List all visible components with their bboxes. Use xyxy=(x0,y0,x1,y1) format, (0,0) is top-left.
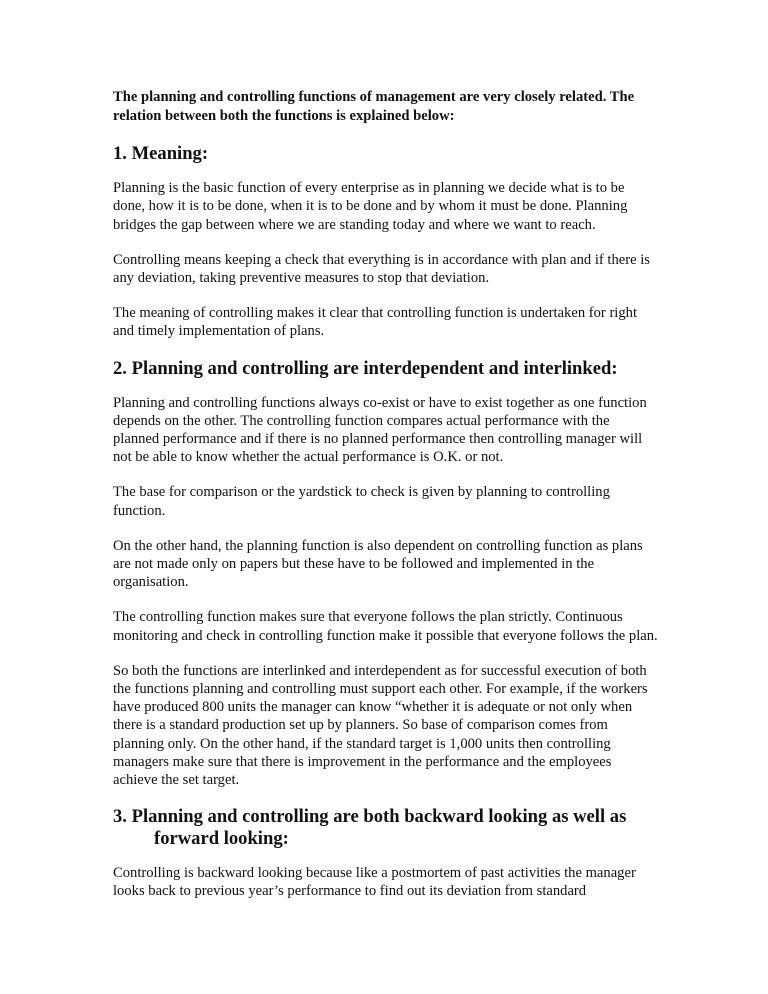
paragraph: The controlling function makes sure that everyone follows the plan strictly. Continuous monitoring and check in controlling function make it possible that everyone follows the plan. xyxy=(113,609,658,644)
paragraph: The meaning of controlling makes it clear that controlling function is undertaken for right and timely implementation of plans. xyxy=(113,305,638,340)
paragraph: Controlling is backward looking because like a postmortem of past activities the manager looks back to previous year’s performance to find out its deviation from standard xyxy=(113,865,636,900)
section-heading-backward-forward: 3. Planning and controlling are both backward looking as well as forward looking: xyxy=(113,806,627,850)
intro-paragraph: The planning and controlling functions of management are very closely related. The relation between both the functions is explained below: xyxy=(113,89,635,124)
section-heading-interdependent: 2. Planning and controlling are interdependent and interlinked: xyxy=(113,357,618,379)
paragraph: The base for comparison or the yardstick to check is given by planning to controlling function. xyxy=(113,484,610,519)
paragraph: Planning is the basic function of every enterprise as in planning we decide what is to be done, how it is to be done, when it is to be done and by whom it must be done. Planning bridges the gap between where we are standing today and where we want to reach. xyxy=(113,180,628,233)
section-heading-meaning: 1. Meaning: xyxy=(113,143,209,165)
document-body xyxy=(113,88,658,901)
paragraph: Planning and controlling functions always co-exist or have to exist together as one function depends on the other. The controlling function compares actual performance with the planned performance and if there is no planned performance then controlling manager will not be able to know whether the actual performance is O.K. or not. xyxy=(113,394,647,466)
paragraph: So both the functions are interlinked and interdependent as for successful execution of both the functions planning and controlling must support each other. For example, if the workers have produced 800 units the manager can know “whether it is adequate or not only when there is a standard production set up by planners. So base of comparison comes from planning only. On the other hand, if the standard target is 1,000 units then controlling managers make sure that there is improvement in the performance and the employees achieve the set target. xyxy=(113,662,648,789)
paragraph: On the other hand, the planning function is also dependent on controlling function as plans are not made only on papers but these have to be followed and implemented in the organisation. xyxy=(113,537,643,591)
paragraph: Controlling means keeping a check that everything is in accordance with plan and if there is any deviation, taking preventive measures to stop that deviation. xyxy=(113,251,650,286)
